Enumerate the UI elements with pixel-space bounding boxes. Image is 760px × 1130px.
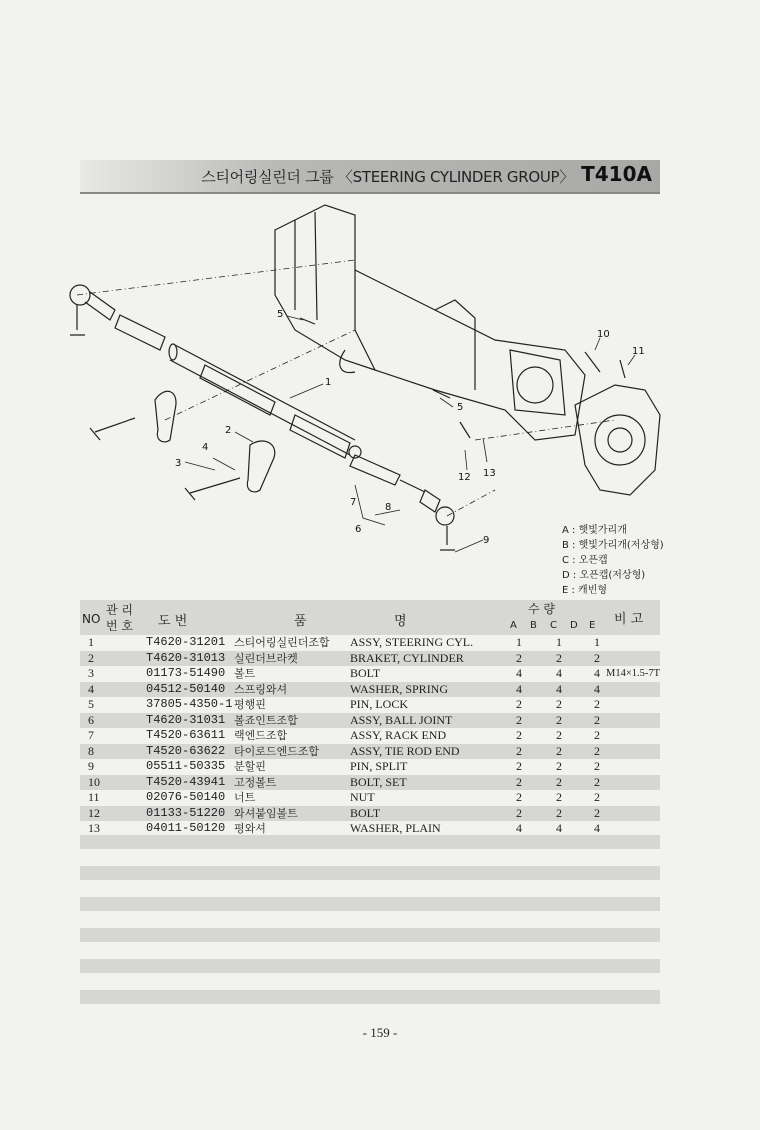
header-name-left: 품 [294,614,307,629]
legend-b: B : 햇빛가리개(저상형) [562,540,664,551]
blank-row [80,990,660,1004]
qty-a: 2 [516,650,522,665]
qty-a: 2 [516,697,522,711]
header-remarks: 비 고 [614,612,644,627]
qty-c: 4 [556,821,562,835]
part-name-korean: 랙엔드조합 [234,729,288,742]
row-no: 7 [88,728,94,742]
part-number: T4520-43941 [146,774,226,789]
remarks: M14×1.5-7T [606,668,661,679]
qty-c: 4 [556,666,562,680]
legend-d: D : 오픈캡(저상형) [562,570,646,581]
qty-e: 2 [594,728,600,742]
part-name-english: BOLT [350,805,381,820]
part-name-english: NUT [350,790,375,804]
part-number: 04011-50120 [146,821,226,835]
blank-row [80,835,660,849]
qty-a: 2 [516,790,522,804]
table-row [80,744,660,760]
table-row [80,775,660,791]
part-name-korean: 와셔붙임볼트 [234,806,298,820]
part-name-english: PIN, SPLIT [350,759,408,773]
legend-a: A : 햇빛가리개 [562,525,627,536]
legend-c: C : 오픈캡 [562,555,608,566]
qty-a: 4 [516,681,522,696]
table-row [80,682,660,698]
part-number: 04512-50140 [146,681,226,696]
qty-c: 2 [556,743,562,758]
table-row [80,713,660,729]
qty-c: 2 [556,790,562,804]
qty-a: 2 [516,743,522,758]
part-name-korean: 평와셔 [234,822,266,835]
qty-c: 4 [556,681,562,696]
part-name-korean: 고정볼트 [234,775,277,789]
table-row [80,697,660,713]
table-row [80,666,660,682]
row-no: 6 [88,712,94,727]
part-name-english: BOLT, SET [350,774,407,789]
parts-table [80,600,660,837]
callout-5a: 5 [277,309,284,320]
qty-a: 2 [516,712,522,727]
qty-a: 2 [516,774,522,789]
table-row [80,651,660,667]
callout-8: 8 [385,502,392,513]
header-part-no: 도 번 [158,614,188,629]
part-number: T4520-63611 [146,728,226,742]
part-name-korean: 평행핀 [234,698,266,711]
callout-9: 9 [483,535,490,546]
qty-e: 2 [594,712,600,727]
part-name-korean: 볼죠인트조합 [234,713,298,727]
callout-1: 1 [325,377,332,388]
qty-e: 4 [594,666,600,680]
part-number: 02076-50140 [146,790,226,804]
qty-c: 2 [556,805,562,820]
qty-c: 2 [556,712,562,727]
part-number: 01173-51490 [146,666,226,680]
qty-c: 2 [556,650,562,665]
blank-row [80,897,660,911]
qty-c: 2 [556,697,562,711]
header-name-right: 명 [394,614,407,629]
header-qty-d: D [570,620,578,631]
table-row [80,635,660,651]
header-ref-bottom: 번 호 [106,619,133,633]
row-no: 9 [88,759,94,773]
qty-e: 4 [594,681,600,696]
callout-13: 13 [483,468,496,479]
qty-a: 2 [516,759,522,773]
row-no: 10 [88,774,100,789]
qty-e: 2 [594,697,600,711]
row-no: 12 [88,805,100,820]
table-row [80,759,660,775]
qty-e: 2 [594,790,600,804]
legend-e: E : 캐빈형 [562,585,608,596]
part-name-korean: 분할핀 [234,760,266,773]
callout-10: 10 [597,329,610,340]
model-code: T410A [581,162,652,186]
qty-e: 4 [594,821,600,835]
part-name-korean: 타이로드엔드조합 [234,744,320,758]
qty-e: 2 [594,650,600,665]
blank-row [80,959,660,973]
row-no: 1 [88,635,94,649]
model-legend [562,523,664,598]
qty-a: 4 [516,666,522,680]
part-name-korean: 너트 [234,791,256,804]
qty-e: 2 [594,805,600,820]
row-no: 2 [88,650,94,665]
qty-a: 2 [516,805,522,820]
page-title: 스티어링실린더 그룹 〈STEERING CYLINDER GROUP〉 [201,168,574,186]
part-number: T4620-31013 [146,650,226,665]
part-name-english: WASHER, SPRING [350,681,449,696]
blank-row [80,928,660,942]
part-name-english: ASSY, TIE ROD END [350,743,460,758]
part-name-korean: 스프링와셔 [234,682,288,696]
table-row [80,790,660,806]
qty-a: 2 [516,728,522,742]
part-name-english: BOLT [350,666,381,680]
part-number: T4620-31031 [146,712,226,727]
qty-e: 2 [594,759,600,773]
qty-c: 2 [556,774,562,789]
row-no: 11 [88,790,100,804]
part-name-english: WASHER, PLAIN [350,821,441,835]
hub-drawing [575,385,660,495]
table-row [80,728,660,744]
callout-2: 2 [225,425,232,436]
part-name-english: ASSY, STEERING CYL. [350,635,474,649]
left-tie-rod-drawing [70,285,165,350]
part-name-english: ASSY, RACK END [350,728,447,742]
header-qty: 수 량 [528,602,555,616]
callout-7: 7 [350,497,357,508]
row-no: 13 [88,821,100,835]
callout-5b: 5 [457,402,464,413]
qty-e: 2 [594,743,600,758]
header-qty-b: B [530,620,537,631]
part-name-korean: 볼트 [234,667,256,680]
page-number: - 159 - [362,1025,398,1040]
row-no: 3 [88,666,94,680]
callout-11: 11 [632,346,645,357]
row-no: 8 [88,743,94,758]
part-name-korean: 실린더브라켓 [234,651,298,665]
part-number: T4620-31201 [146,635,226,649]
part-name-korean: 스티어링실린더조합 [234,636,330,649]
qty-e: 2 [594,774,600,789]
part-number: 01133-51220 [146,805,226,820]
callout-12: 12 [458,472,471,483]
qty-a: 4 [516,821,522,835]
right-tie-rod-drawing [350,455,455,550]
part-number: 37805-4350-1 [146,697,233,711]
part-name-english: BRAKET, CYLINDER [350,650,464,665]
part-name-english: ASSY, BALL JOINT [350,712,453,727]
callout-4: 4 [202,442,209,453]
table-row [80,806,660,822]
header-no: NO [82,612,101,626]
axle-housing-drawing [275,205,585,440]
table-header [80,600,660,635]
qty-a: 1 [516,635,522,649]
qty-c: 2 [556,759,562,773]
header-qty-a: A [510,620,517,631]
part-number: T4520-63622 [146,743,226,758]
row-no: 4 [88,681,94,696]
part-number: 05511-50335 [146,759,226,773]
header-ref-top: 관 리 [106,603,133,617]
header-qty-e: E [589,620,596,631]
blank-row [80,866,660,880]
qty-e: 1 [594,635,600,649]
title-bar [80,160,660,194]
qty-c: 2 [556,728,562,742]
callout-3: 3 [175,458,182,469]
row-no: 5 [88,697,94,711]
header-qty-c: C [550,620,557,631]
qty-c: 1 [556,635,562,649]
callout-6: 6 [355,524,362,535]
part-name-english: PIN, LOCK [350,697,409,711]
